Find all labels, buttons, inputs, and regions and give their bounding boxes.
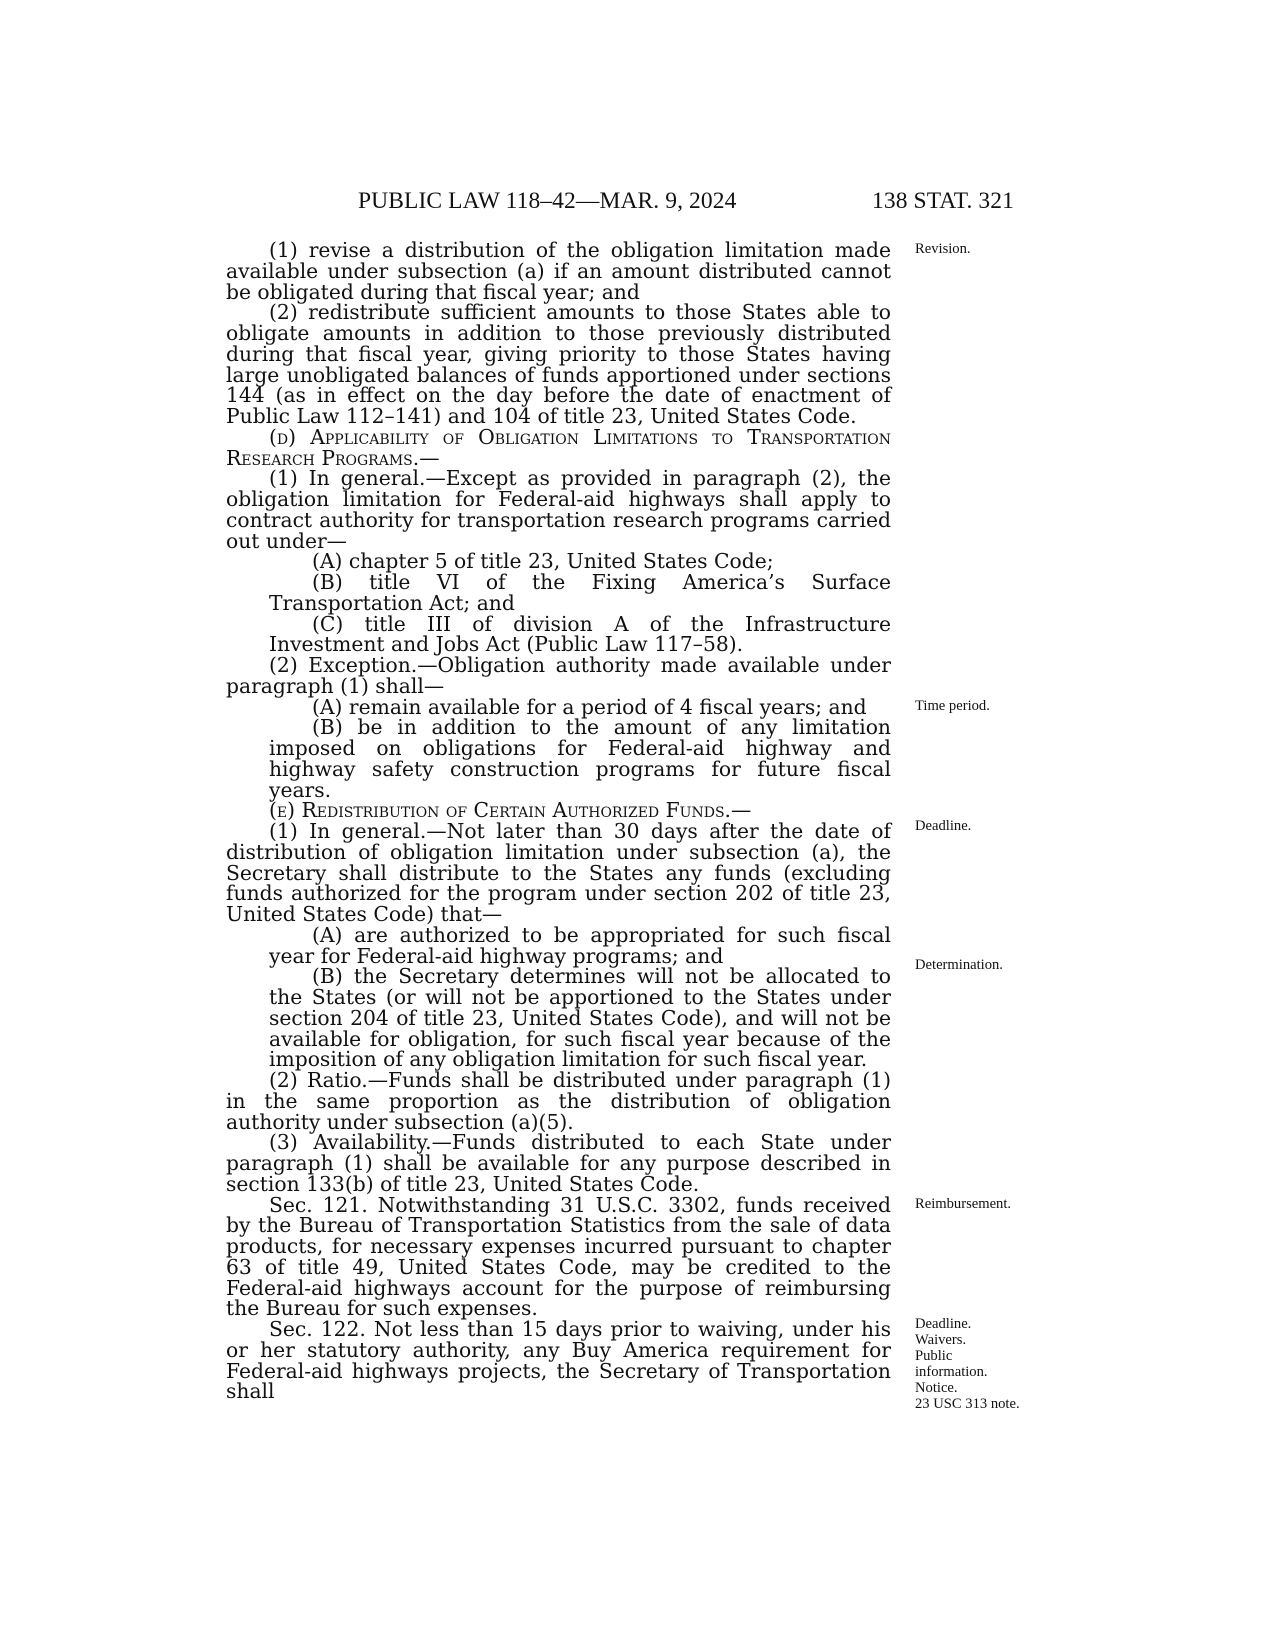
paragraph-d1c: (C) title III of division A of the Infrastructure Investment and Jobs Act (Public Law 117–58). [269,611,891,657]
paragraph-e3: (3) Availability.—Funds distributed to each State under paragraph (1) shall be available for any purpose described in section 133(b) of title 23, United States Code. [226,1130,891,1196]
sidenote-sec122 [915,1316,1020,1412]
subsection-heading-e: (e) Redistribution of Certain Authorized Funds.— [269,798,752,823]
sidenote-information: information. [915,1364,988,1380]
paragraph-e2: (2) Ratio.—Funds shall be distributed under paragraph (1) in the same proportion as the distribution of obligation authority under subsection (a)(5). [226,1068,891,1134]
paragraph-c2: (2) redistribute sufficient amounts to those States able to obligate amounts in addition to those previously distributed during that fiscal year, giving priority to those States having large unobligated balances of funds apportioned under sections 144 (as in effect on the day before the date of enactment of Public Law 112–141) and 104 of title 23, United States Code. [226,300,891,428]
sidenote-reimbursement: Reimbursement. [915,1196,1012,1212]
sidenote-deadline-2: Deadline. [915,1316,972,1332]
paragraph-d2: (2) Exception.—Obligation authority made available under paragraph (1) shall— [226,653,891,698]
sidenote-deadline: Deadline. [915,818,972,834]
page-header-title: PUBLIC LAW 118–42—MAR. 9, 2024 [358,188,737,214]
document-body [226,240,891,1402]
sidenote-waivers: Waivers. [915,1332,967,1348]
paragraph-e1a: (A) are authorized to be appropriated for such fiscal year for Federal-aid highway programs; and [269,922,891,968]
paragraph-e1: (1) In general.—Not later than 30 days after the date of distribution of obligation limitation under subsection (a), the Secretary shall distribute to the States any funds (excluding funds authorized for the program under section 202 of title 23, United States Code) that— [226,819,891,926]
sidenote-time-period: Time period. [915,698,990,714]
sidenote-notice: Notice. [915,1380,958,1396]
paragraph-c1: (1) revise a distribution of the obligation limitation made available under subsection (a) if an amount distributed cannot be obligated during that fiscal year; and [226,238,891,304]
paragraph-d1b: (B) title VI of the Fixing America’s Surface Transportation Act; and [269,570,891,615]
sidenote-public: Public [915,1348,953,1364]
section-122: Sec. 122. Not less than 15 days prior to waiving, under his or her statutory authority, any Buy America requirement for Federal-aid highways projects, the Secretary of Transportation shall [226,1317,891,1404]
page-header-stat: 138 STAT. 321 [872,188,1014,214]
section-121: Sec. 121. Notwithstanding 31 U.S.C. 3302, funds received by the Bureau of Transportation Statistics from the sale of data products, for necessary expenses incurred pursuant to chapter 63 of title 49, United States Code, may be credited to the Federal-aid highways account for the purpose of reimbursing the Bureau for such expenses. [226,1192,891,1321]
paragraph-d1: (1) In general.—Except as provided in paragraph (2), the obligation limitation for Federal-aid highways shall apply to contract authority for transportation research programs carried out under— [226,466,891,553]
paragraph-d2a: (A) remain available for a period of 4 fiscal years; and [312,694,867,719]
paragraph-d1a: (A) chapter 5 of title 23, United States Code; [312,549,774,574]
sidenote-revision: Revision. [915,241,971,257]
paragraph-d2b: (B) be in addition to the amount of any limitation imposed on obligations for Federal-aid highway and highway safety construction programs for future fiscal years. [269,715,891,802]
sidenote-determination: Determination. [915,957,1003,973]
paragraph-e1b: (B) the Secretary determines will not be allocated to the States (or will not be apportioned to the States under section 204 of title 23, United States Code), and will not be available for obligation, for such fiscal year because of the imposition of any obligation limitation for such fiscal year. [269,964,891,1072]
subsection-heading-d: (d) Applicability of Obligation Limitations to Transportation Research Programs.— [226,424,891,470]
sidenote-usc-note: 23 USC 313 note. [915,1396,1020,1412]
